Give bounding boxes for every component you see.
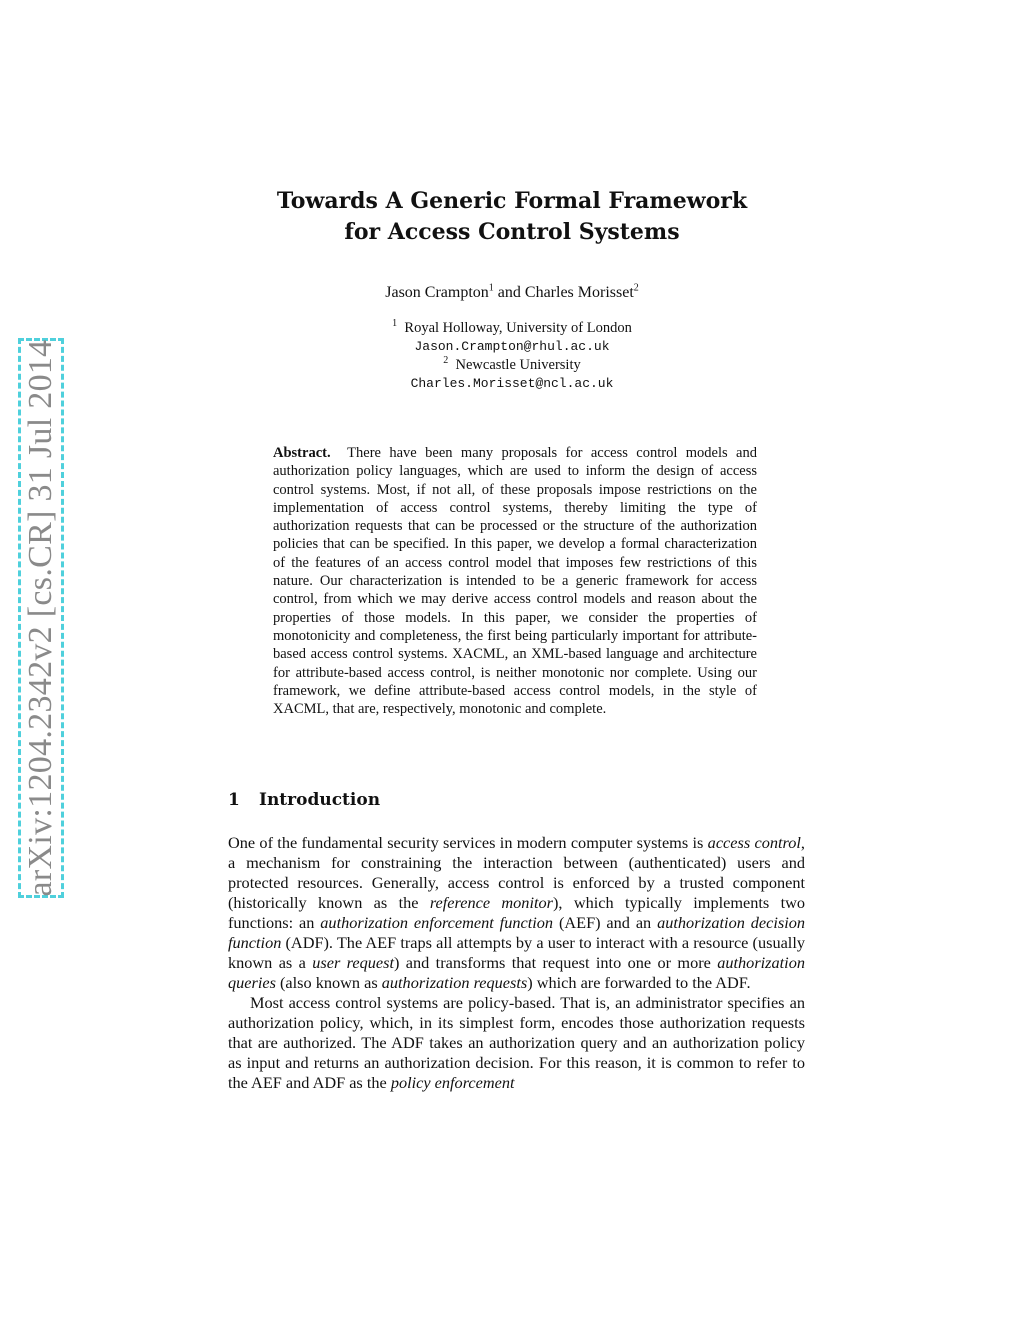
abstract-label: Abstract.	[273, 445, 331, 461]
title-line-1: Towards A Generic Formal Framework	[276, 188, 748, 214]
affiliation-2-email: Charles.Morisset@ncl.ac.uk	[410, 375, 614, 391]
p1-text-5: (ADF). The AEF traps all attempts by a user to interact with a resource (usually known as a	[228, 933, 805, 972]
paragraph-1	[228, 833, 805, 993]
body-text	[228, 833, 805, 1093]
arxiv-stamp-text: arXiv:1204.2342v2 [cs.CR] 31 Jul 2014	[22, 339, 59, 897]
author-2-mark: 2	[633, 282, 639, 294]
affiliation-1	[0, 319, 1024, 338]
paragraph-2	[228, 993, 805, 1093]
p1-emph-2: reference monitor	[429, 893, 553, 912]
p1-text-3: ), which typically implements two functions: an	[228, 893, 805, 932]
section-title: Introduction	[259, 790, 381, 810]
affiliation-2-institution: Newcastle University	[455, 357, 581, 373]
p1-text-6: ) and transforms that request into one or more	[394, 953, 718, 972]
affiliation-2	[0, 356, 1024, 375]
abstract	[273, 444, 757, 718]
affiliation-1-institution: Royal Holloway, University of London	[404, 320, 632, 336]
paper-title	[0, 186, 1024, 248]
p1-emph-7: authorization requests	[381, 973, 528, 992]
p1-text-1: One of the fundamental security services in modern computer systems is	[228, 833, 708, 852]
p2-emph-1: policy enforcement	[390, 1073, 515, 1092]
arxiv-stamp	[18, 338, 64, 898]
affiliations	[0, 319, 1024, 393]
abstract-text: There have been many proposals for access control models and authorization policy languages, which are used to inform the design of access control systems. Most, if not all, of these proposals impose restrictions on the implementation of access control systems, thereby limiting the type of authorization requests that can be processed or the structure of the authorization policies that can be specified. In this paper, we develop a formal characterization of the features of an access control model that imposes few restrictions of this nature. Our characterization is intended to be a generic framework for access control, from which we may derive access control models and reason about the properties of those models. In this paper, we consider the properties of monotonicity and completeness, the first being particularly important for attribute-based access control systems. XACML, an XML-based language and architecture for attribute-based access control, is neither monotonic nor complete. Using our framework, we define attribute-based access control models, in the style of XACML, that are, respectively, monotonic and complete.	[273, 445, 757, 718]
section-number: 1	[228, 790, 240, 810]
section-heading	[228, 790, 380, 810]
p1-emph-6: authorization queries	[228, 953, 805, 992]
affiliation-1-email: Jason.Crampton@rhul.ac.uk	[414, 338, 610, 354]
p1-text-7: (also known as	[275, 973, 382, 992]
p2-text-1: Most access control systems are policy-based. That is, an administrator specifies an authorization policy, which, in its simplest form, encodes those authorization requests that are authorized. The ADF takes an authorization query and an authorization policy as input and returns an authorization decision. For this reason, it is common to refer to the AEF and ADF as the	[228, 993, 805, 1092]
author-1-mark: 1	[488, 282, 494, 294]
author-2: Charles Morisset	[524, 284, 634, 301]
affiliation-2-mark: 2	[443, 355, 449, 367]
p1-text-8: ) which are forwarded to the ADF.	[527, 973, 751, 992]
author-list	[0, 284, 1024, 302]
p1-text-4: (AEF) and an	[553, 913, 658, 932]
p1-emph-5: user request	[312, 953, 394, 972]
p1-text-2: , a mechanism for constraining the interaction between (authenticated) users and protected resources. Generally, access control is enforced by a trusted component (historically known as the	[228, 833, 805, 912]
author-1: Jason Crampton	[385, 284, 489, 301]
title-line-2: for Access Control Systems	[344, 219, 680, 245]
affiliation-1-mark: 1	[392, 318, 398, 330]
p1-emph-1: access control	[707, 833, 801, 852]
author-connector: and	[493, 284, 525, 301]
p1-emph-3: authorization enforcement function	[320, 913, 554, 932]
p1-emph-4: authorization decision function	[228, 913, 806, 952]
